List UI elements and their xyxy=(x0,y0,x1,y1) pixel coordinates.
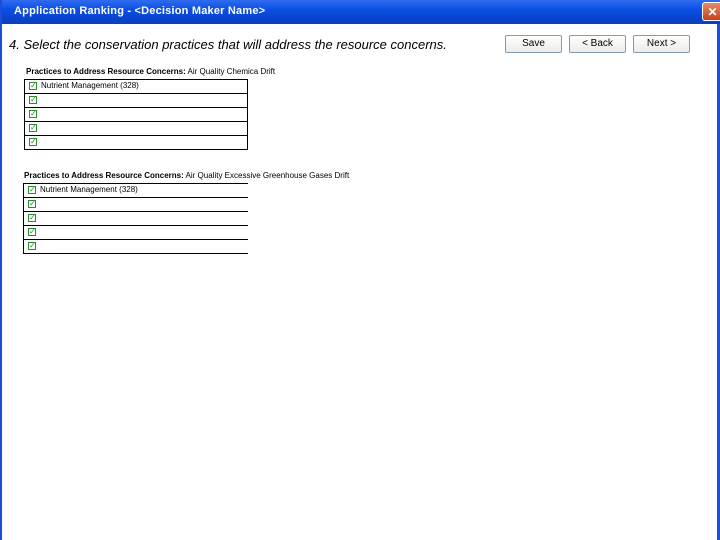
practice-checkbox[interactable]: ✓ xyxy=(30,95,37,104)
practice-checkbox[interactable]: ✓ xyxy=(29,185,36,194)
practice-row xyxy=(25,136,247,150)
save-button[interactable]: Save xyxy=(505,35,562,53)
close-icon[interactable]: ✕ xyxy=(702,2,720,21)
practice-row xyxy=(24,184,248,198)
practice-row xyxy=(24,198,248,212)
section-label-concern: Air Quality Chemica Drift xyxy=(185,67,276,76)
practice-checkbox[interactable]: ✓ xyxy=(30,109,37,118)
practice-checkbox[interactable]: ✓ xyxy=(30,123,37,132)
title-bar[interactable] xyxy=(2,0,720,24)
section-label-chemical-drift xyxy=(26,67,275,76)
practice-checkbox[interactable]: ✓ xyxy=(29,241,36,250)
practices-grid-greenhouse-gases xyxy=(23,183,248,254)
section-label-greenhouse-gases xyxy=(24,171,349,180)
practice-row xyxy=(25,122,247,136)
section-label-prefix: Practices to Address Resource Concerns: xyxy=(24,171,184,180)
section-label-prefix: Practices to Address Resource Concerns: xyxy=(26,67,186,76)
practice-row xyxy=(24,212,248,226)
section-label-concern: Air Quality Excessive Greenhouse Gases Drift xyxy=(183,171,350,180)
practice-checkbox[interactable]: ✓ xyxy=(30,137,37,146)
practice-row xyxy=(24,240,248,254)
step-heading: 4. Select the conservation practices that will address the resource concerns. xyxy=(9,37,447,52)
practices-grid-chemical-drift xyxy=(24,79,248,150)
practice-row xyxy=(25,80,247,94)
practice-name: Nutrient Management (328) xyxy=(40,185,138,194)
next-button[interactable]: Next > xyxy=(633,35,690,53)
practice-checkbox[interactable]: ✓ xyxy=(29,199,36,208)
practice-checkbox[interactable]: ✓ xyxy=(29,213,36,222)
practice-checkbox[interactable]: ✓ xyxy=(30,81,37,90)
practice-row xyxy=(25,108,247,122)
window-title: Application Ranking - <Decision Maker Name> xyxy=(14,5,266,17)
back-button[interactable]: < Back xyxy=(569,35,626,53)
practice-row xyxy=(25,94,247,108)
practice-row xyxy=(24,226,248,240)
practice-checkbox[interactable]: ✓ xyxy=(29,227,36,236)
practice-name: Nutrient Management (328) xyxy=(41,81,139,90)
